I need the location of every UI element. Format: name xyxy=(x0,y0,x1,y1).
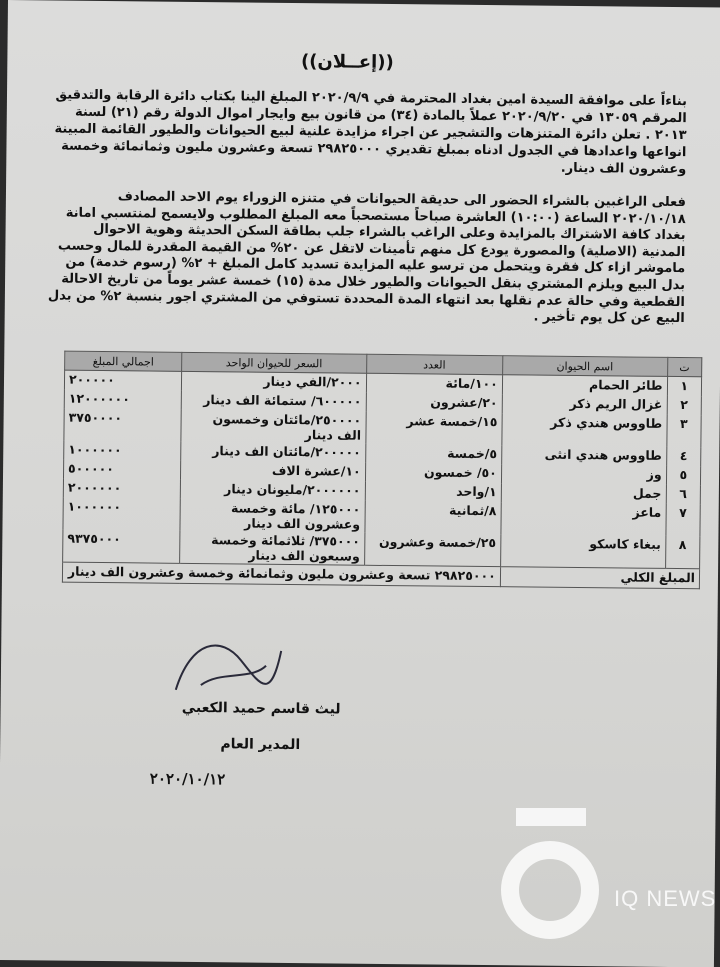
row-animal-name: ماعز xyxy=(501,502,666,536)
row-count: ٢٥/خمسة وعشرون xyxy=(364,533,501,567)
row-count: ١٠٠/مائة xyxy=(366,373,502,394)
row-total: ١٢٠٠٠٠٠٠ xyxy=(64,390,181,410)
row-index: ٣ xyxy=(666,415,701,447)
signatory-name: ليث قاسم حميد الكعبي xyxy=(181,699,341,718)
row-count: ٥٠/ خمسون xyxy=(365,463,501,483)
row-count: ١٥/خمسة عشر xyxy=(365,412,502,445)
row-animal-name: طاووس هندي ذكر xyxy=(502,413,667,447)
signature-date: ٢٠٢٠/١٠/١٢ xyxy=(149,769,226,789)
row-animal-name: ببغاء كاسكو xyxy=(500,534,665,568)
row-index: ٨ xyxy=(665,536,700,569)
iq-news-logo-icon xyxy=(498,808,608,948)
row-animal-name: جمل xyxy=(501,483,666,504)
row-unit-price: ٢٠٠٠/الفي دينار xyxy=(182,371,367,392)
row-animal-name: غزال الريم ذكر xyxy=(502,394,667,415)
auction-items-table xyxy=(62,351,702,590)
row-total: ٢٠٠٠٠٠٠ xyxy=(63,479,180,499)
header-index: ت xyxy=(667,357,702,376)
conditions-paragraph: فعلى الراغبين بالشراء الحضور الى حديقة الحيوانات في متنزه الزوراء يوم الاحد المصادف ٢٠٢٠/١٠/١٨ الساعة (١٠:٠٠) العاشرة صباحاً مستصحباً معه المبلغ المطلوب ولايسمح لمنتسبي امانة بغداد كافة الاشتراك بالمزايدة وعلى الراغب بالشراء جلب بطاقة السكن الحديثة وهوية الاحوال المدنية (الاصلية) والمصورة يودع كل منهم تأمينات لاتقل عن ٢٠% من القيمة المقدرة للمال وحسب ماموشر ازاء كل فقرة ويتحمل من ترسو عليه المزايدة تسديد كامل المبلغ + ٢% (رسوم خدمة) من بدل البيع ويلزم المشتري بنقل الحيوانات والطيور خلال مدة (١٥) خمسة عشر يوماً من تاريخ الاحالة القطعية وفي حالة عدم نقلها بعد انتهاء المدة المحددة تستوفي من المشتري اجور بنسبة ٢% من بدل البيع عن كل يوم تأخير . xyxy=(47,189,686,327)
row-unit-price: ١٢٥٠٠٠/ مائة وخمسة وعشرون الف دينار xyxy=(180,499,365,533)
grand-total-label: المبلغ الكلي xyxy=(500,567,699,589)
intro-paragraph: بناءاً على موافقة السيدة امين بغداد المحترمة في ٢٠٢٠/٩/٩ المبلغ الينا بكتاب دائرة الرقابة والتدقيق المرقم ١٣٠٥٩ في ٢٠٢٠/٩/٢٠ عملاً بالمادة (٣٤) من قانون بيع وايجار اموال الدولة رقم (٢١) لسنة ٢٠١٣ . تعلن دائرة المتنزهات والتشجير عن اجراء مزايدة علنية لبيع الحيوانات والطيور القائمة المبينة انواعها واعدادها في الجدول ادناه بمبلغ تقديري ٢٩٨٢٥٠٠٠ تسعة وعشرون مليون وثمانمائة وخمسة وعشرون الف دينار. xyxy=(54,87,688,178)
row-index: ٤ xyxy=(666,447,701,466)
row-total: ١٠٠٠٠٠٠ xyxy=(64,441,181,461)
header-unit-price: السعر للحيوان الواحد xyxy=(182,352,367,373)
header-animal-name: اسم الحيوان xyxy=(502,356,667,377)
row-index: ٦ xyxy=(666,485,701,504)
signature-scribble-icon xyxy=(171,630,292,711)
row-unit-price: ١٠/عشرة الاف xyxy=(181,461,366,482)
header-count: العدد xyxy=(366,354,502,374)
announcement-title: ((إعــلان)) xyxy=(300,51,394,74)
row-unit-price: ٣٧٥٠٠٠/ ثلاثمائة وخمسة وسبعون الف دينار xyxy=(180,531,365,565)
row-total: ١٠٠٠٠٠٠ xyxy=(63,498,181,531)
header-total: اجمالي المبلغ xyxy=(65,351,182,371)
row-total: ٩٣٧٥٠٠٠ xyxy=(63,530,181,564)
row-count: ٨/ثمانية xyxy=(365,501,502,534)
row-count: ٥/خمسة xyxy=(365,444,501,464)
row-total: ٢٠٠٠٠٠ xyxy=(64,370,181,391)
row-animal-name: طائر الحمام xyxy=(502,375,667,396)
row-unit-price: ٦٠٠٠٠٠/ ستمائة الف دينار xyxy=(181,391,366,412)
row-count: ٢٠/عشرون xyxy=(366,393,502,413)
row-unit-price: ٢٠٠٠٠٠٠/مليونان دينار xyxy=(180,480,365,501)
signatory-title: المدير العام xyxy=(220,736,301,754)
row-index: ٢ xyxy=(667,396,702,415)
grand-total-value: ٢٩٨٢٥٠٠٠ تسعة وعشرون مليون وثمانمائة وخمسة وعشرون الف دينار xyxy=(62,562,500,587)
row-unit-price: ٢٠٠٠٠٠/مائتان الف دينار xyxy=(181,442,366,463)
watermark-text: IQ NEWS xyxy=(614,886,717,911)
row-index: ١ xyxy=(667,376,702,396)
row-animal-name: طاووس هندي انثى xyxy=(501,445,666,466)
table-body xyxy=(63,370,702,569)
row-total: ٣٧٥٠٠٠٠ xyxy=(64,409,182,442)
row-unit-price: ٢٥٠٠٠٠/مائتان وخمسون الف دينار xyxy=(181,410,366,444)
row-total: ٥٠٠٠٠٠ xyxy=(63,460,180,480)
row-animal-name: وز xyxy=(501,464,666,485)
row-index: ٥ xyxy=(666,466,701,485)
row-index: ٧ xyxy=(666,504,701,536)
row-count: ١/واحد xyxy=(365,482,501,502)
